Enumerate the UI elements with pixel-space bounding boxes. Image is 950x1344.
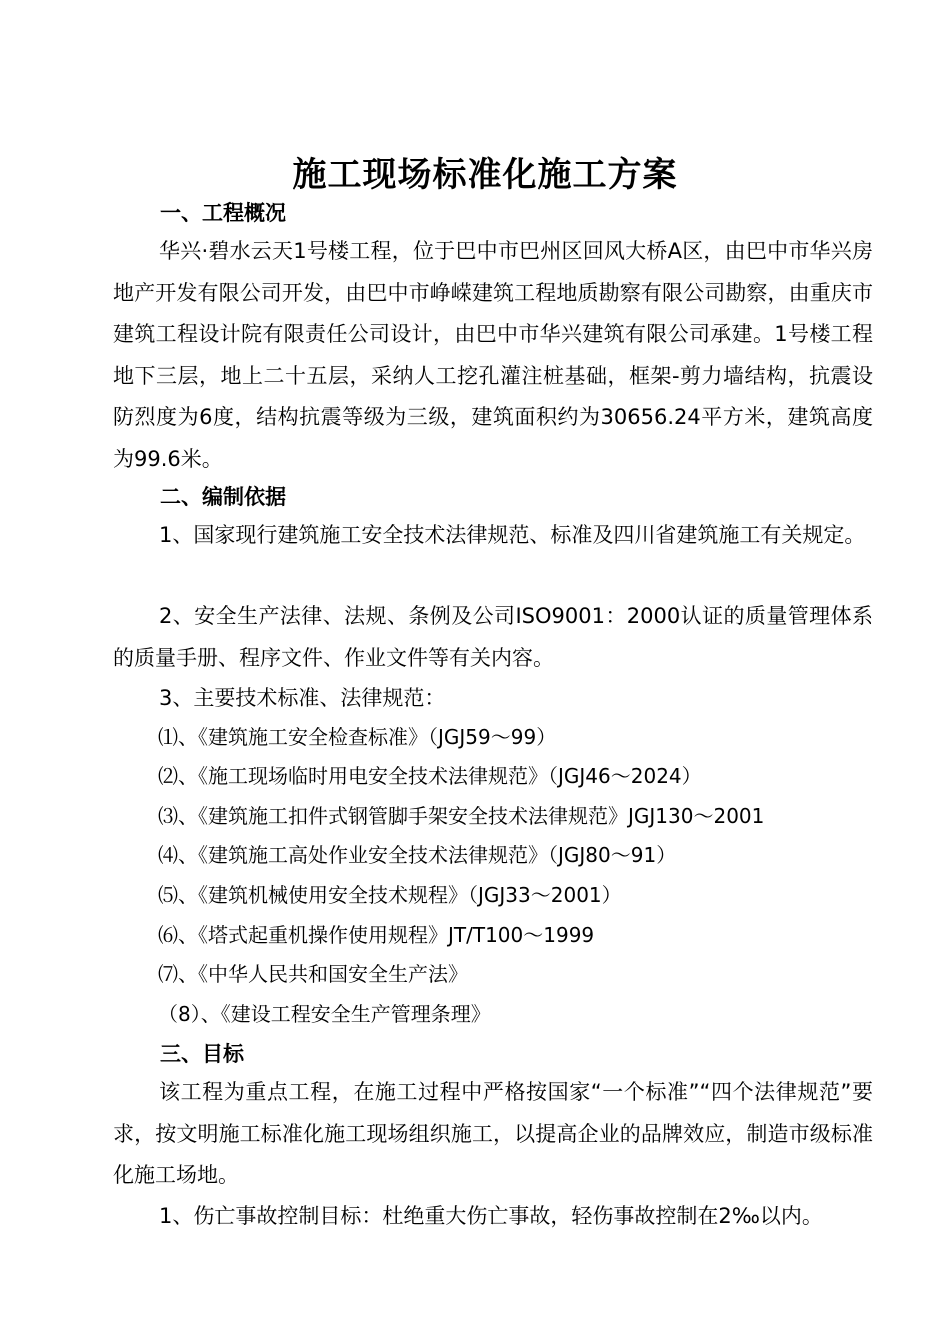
basis-point-3: 3、主要技术标准、法律规范： [159, 686, 446, 710]
standard-item: ⑶、《建筑施工扣件式钢管脚手架安全技术法律规范》JGJ130～2001 [158, 804, 765, 828]
basis-point-2: 2、安全生产法律、法规、条例及公司ISO9001：2000认证的质量管理体系的质量手册、程序文件、作业文件等有关内容。 [113, 604, 873, 670]
standard-item: ⑷、《建筑施工高处作业安全技术法律规范》（JGJ80～91） [158, 843, 677, 867]
standard-item: ⑹、《塔式起重机操作使用规程》JT/T100～1999 [158, 923, 595, 947]
standard-item: ⑺、《中华人民共和国安全生产法》 [158, 962, 468, 986]
standard-item: ⑴、《建筑施工安全检查标准》（JGJ59～99） [158, 725, 557, 749]
section-heading-overview: 一、工程概况 [160, 201, 286, 225]
standard-item: ⑸、《建筑机械使用安全技术规程》（JGJ33～2001） [158, 883, 622, 907]
standard-item: ⑵、《施工现场临时用电安全技术法律规范》（JGJ46～2024） [158, 764, 702, 788]
standard-item: （8）、《建设工程安全生产管理条理》 [158, 1002, 491, 1026]
overview-paragraph: 华兴·碧水云天1号楼工程，位于巴中市巴州区回风大桥A区，由巴中市华兴房地产开发有限公司开发，由巴中市峥嵘建筑工程地质勘察有限公司勘察，由重庆市建筑工程设计院有限责任公司设计，由巴中市华兴建筑有限公司承建。1号楼工程地下三层，地上二十五层，采纳人工挖孔灌注桩基础，框架-剪力墙结构，抗震设防烈度为6度，结构抗震等级为三级，建筑面积约为30656.24平方米，建筑高度为99.6米。 [113, 239, 873, 471]
goal-item-1: 1、伤亡事故控制目标：杜绝重大伤亡事故，轻伤事故控制在2‰以内。 [159, 1204, 823, 1228]
goals-paragraph: 该工程为重点工程，在施工过程中严格按国家“一个标准”“四个法律规范”要求，按文明施工标准化施工现场组织施工，以提高企业的品牌效应，制造市级标准化施工场地。 [113, 1080, 873, 1187]
section-heading-basis: 二、编制依据 [160, 485, 286, 509]
document-title: 施工现场标准化施工方案 [292, 155, 678, 195]
basis-point-1: 1、国家现行建筑施工安全技术法律规范、标准及四川省建筑施工有关规定。 [159, 523, 866, 547]
section-heading-goals: 三、目标 [160, 1042, 244, 1066]
